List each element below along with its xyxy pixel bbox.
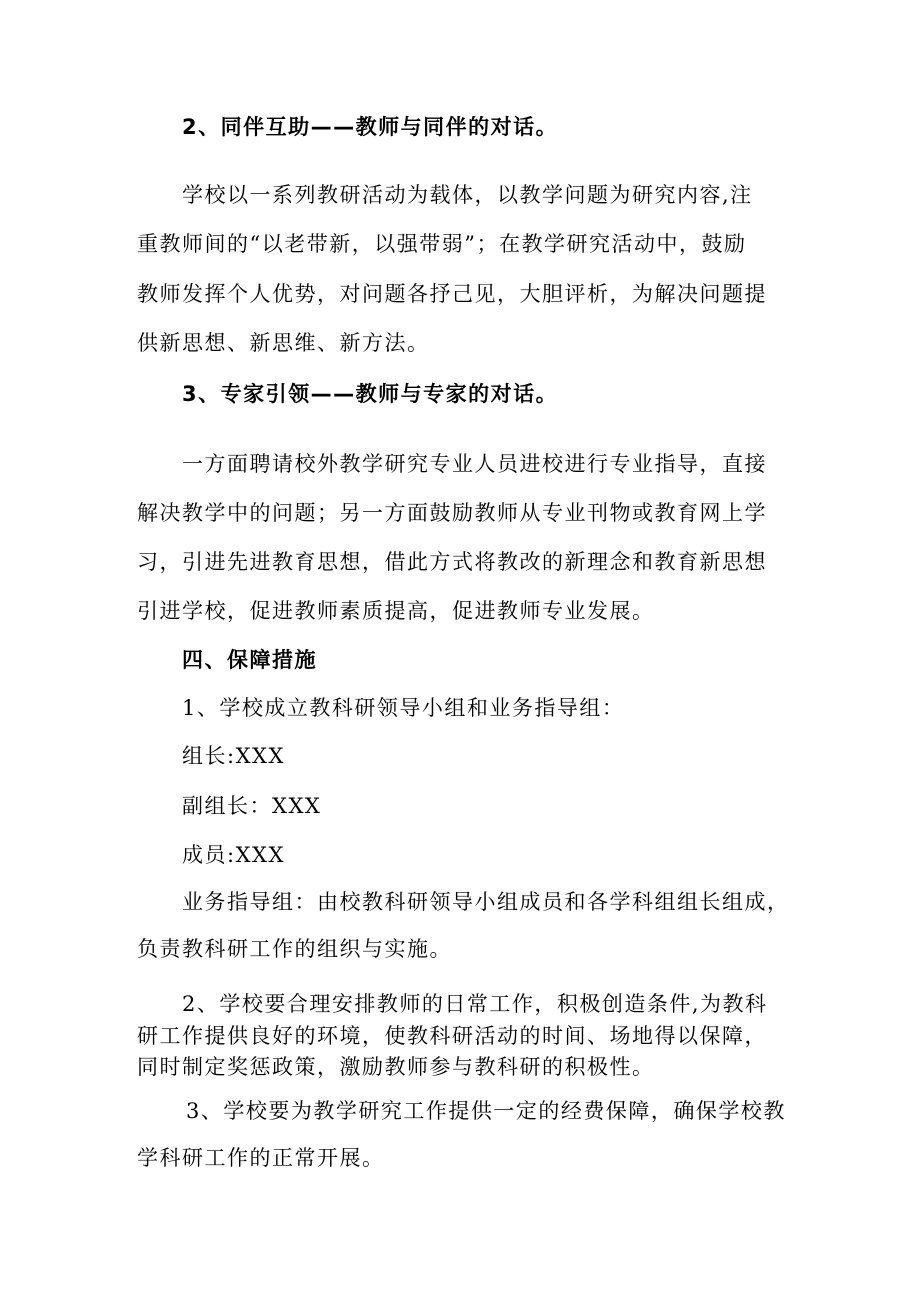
section-3-heading: 3、专家引领——教师与专家的对话。 — [182, 382, 559, 406]
section-2-body-line: 供新思想、新思维、新方法。 — [137, 331, 430, 355]
item-2-line: 研工作提供良好的环境，使教科研活动的时间、场地得以保障， — [137, 1024, 767, 1048]
section-3-body-line: 解决教学中的问题；另一方面鼓励教师从专业刊物或教育网上学 — [137, 501, 767, 525]
section-3-body-line: 一方面聘请校外教学研究专业人员进校进行专业指导，直接 — [182, 452, 767, 476]
item-2-line: 2、学校要合理安排教师的日常工作，积极创造条件,为教科 — [182, 992, 768, 1016]
guidance-group-line: 负责教科研工作的组织与实施。 — [137, 937, 452, 961]
section-3-body-line: 习，引进先进教育思想，借此方式将教改的新理念和教育新思想 — [137, 550, 767, 574]
item-1: 1、学校成立教科研领导小组和业务指导组： — [182, 696, 625, 720]
vice-group-leader: 副组长：XXX — [182, 794, 322, 818]
section-2-heading: 2、同伴互助——教师与同伴的对话。 — [182, 115, 559, 139]
section-2-body-line: 教师发挥个人优势，对问题各抒己见，大胆评析，为解决问题提 — [137, 282, 767, 306]
item-3-line: 3、学校要为教学研究工作提供一定的经费保障，确保学校教 — [186, 1099, 786, 1123]
guidance-group-line: 业务指导组：由校教科研领导小组成员和各学科组组长组成， — [182, 890, 790, 914]
section-2-body-line: 重教师间的“以老带新，以强带弱”；在教学研究活动中，鼓励 — [137, 232, 747, 256]
section-3-body-line: 引进学校，促进教师素质提高，促进教师专业发展。 — [137, 599, 655, 623]
item-2-line: 同时制定奖惩政策，激励教师参与教科研的积极性。 — [137, 1055, 655, 1079]
group-members: 成员:XXX — [182, 843, 285, 867]
part-4-heading: 四、保障措施 — [182, 648, 317, 672]
item-3-line: 学科研工作的正常开展。 — [137, 1146, 385, 1170]
group-leader: 组长:XXX — [182, 744, 285, 768]
section-2-body-line: 学校以一系列教研活动为载体，以教学问题为研究内容,注 — [182, 183, 753, 207]
